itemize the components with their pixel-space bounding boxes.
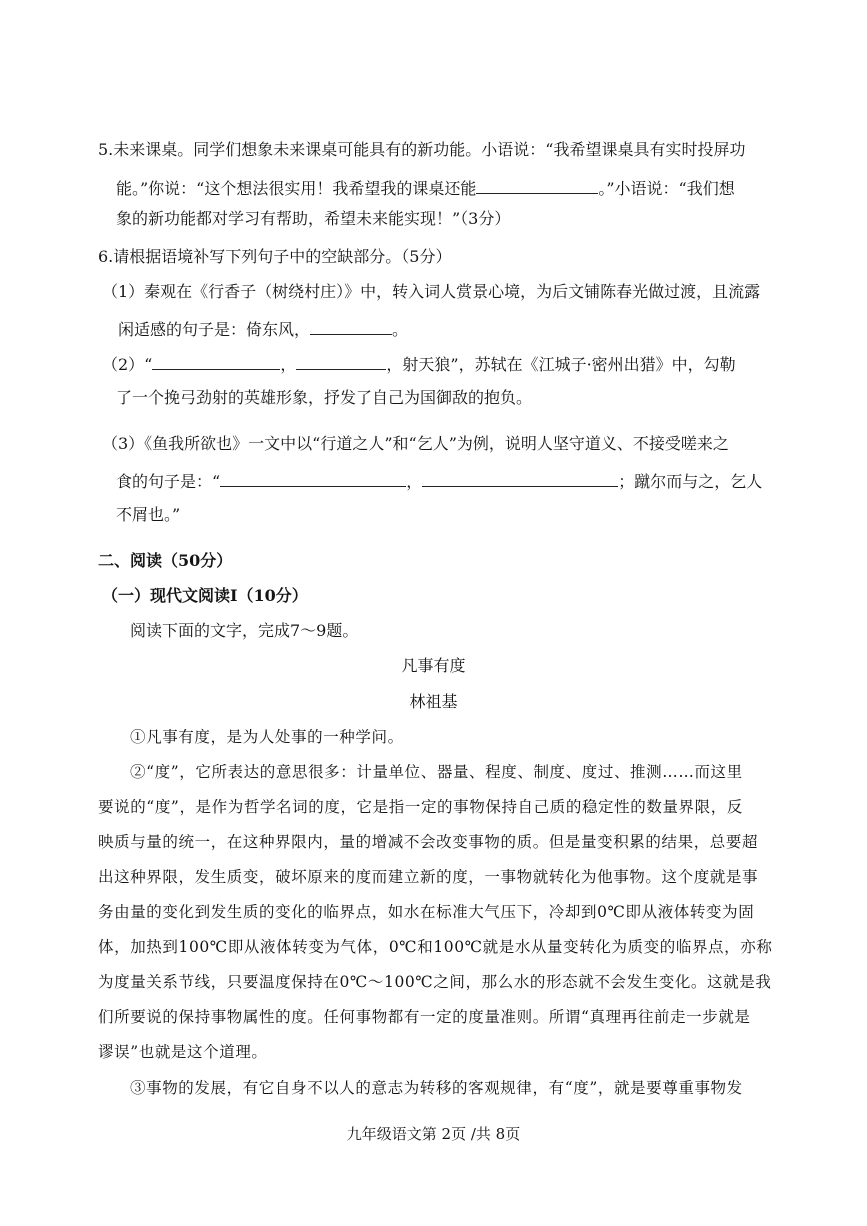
q6-p1-text-b: 。 bbox=[392, 320, 409, 339]
q5-text-a: 能。”你说：“这个想法很实用！我希望我的课桌还能 bbox=[116, 179, 477, 198]
q6-p1-blank[interactable] bbox=[310, 318, 392, 335]
page-footer: 九年级语文第 2页 /共 8页 bbox=[346, 1125, 521, 1143]
q6-p2-line-2: 了一个挽弓劲射的英雄形象，抒发了自己为国御敌的抱负。 bbox=[116, 388, 533, 407]
q6-p2-blank-1[interactable] bbox=[152, 353, 280, 370]
q6-p3-line-1: （3）《鱼我所欲也》一文中以“行道之人”和“乞人”为例，说明人坚守道义、不接受嗟来之 bbox=[102, 434, 729, 453]
q6-heading: 6.请根据语境补写下列句子中的空缺部分。（5分） bbox=[98, 247, 452, 266]
article-para2-line: 为度量关系节线，只要温度保持在0℃～100℃之间，那么水的形态就不会发生变化。这就是我 bbox=[98, 973, 772, 991]
q5-text-b: 。”小语说：“我们想 bbox=[598, 179, 735, 198]
q6-p3-blank-1[interactable] bbox=[220, 470, 406, 487]
q6-p1-line-2 bbox=[118, 318, 408, 340]
q6-p3-text-a: 食的句子是：“ bbox=[116, 472, 221, 491]
article-para2-line: 出这种界限，发生质变，破坏原来的度而建立新的度，一事物就转化为他事物。这个度就是事 bbox=[98, 868, 759, 886]
article-para2-line: ②“度”，它所表达的意思很多：计量单位、器量、程度、制度、度过、推测……而这里 bbox=[130, 763, 743, 781]
article-para2-line: 映质与量的统一，在这种界限内，量的增减不会改变事物的质。但是量变积累的结果，总要超 bbox=[98, 833, 759, 851]
section-heading: 二、阅读（50分） bbox=[98, 551, 233, 570]
q6-p3-line-2 bbox=[116, 470, 762, 492]
q6-p3-blank-2[interactable] bbox=[422, 470, 618, 487]
q5-line-3: 象的新功能都对学习有帮助，希望未来能实现！”（3分） bbox=[116, 209, 511, 228]
article-author: 林祖基 bbox=[409, 692, 458, 711]
q6-p2-blank-2[interactable] bbox=[296, 353, 386, 370]
q6-p1-line-1: （1）秦观在《行香子（树绕村庄）》中，转入词人赏景心境，为后文铺陈春光做过渡，且流露 bbox=[102, 282, 761, 301]
article-para2-line: 务由量的变化到发生质的变化的临界点，如水在标准大气压下，冷却到0℃即从液体转变为固 bbox=[98, 903, 755, 921]
q6-p1-text-a: 闲适感的句子是：倚东风， bbox=[118, 320, 311, 339]
q6-p3-line-3: 不屑也。” bbox=[116, 505, 181, 524]
article-title: 凡事有度 bbox=[401, 656, 466, 675]
article-para2-line: 谬误”也就是这个道理。 bbox=[98, 1043, 268, 1061]
article-para2-line: 体，加热到100℃即从液体转变为气体，0℃和100℃就是水从量变转化为质变的临界点，亦称 bbox=[98, 938, 773, 956]
q6-p2-text-c: ，射天狼”，苏轼在《江城子·密州出猎》中，勾勒 bbox=[386, 355, 736, 374]
q5-answer-blank[interactable] bbox=[476, 177, 598, 194]
q5-line-1: 5.未来课桌。同学们想象未来课桌可能具有的新功能。小语说：“我希望课桌具有实时投屏功 bbox=[98, 140, 746, 159]
reading-instruction: 阅读下面的文字，完成7～9题。 bbox=[130, 621, 359, 640]
q6-p2-text-a: （2）“ bbox=[102, 355, 153, 374]
q6-p2-text-b: ， bbox=[280, 355, 297, 374]
article-para2-line: 要说的“度”，是作为哲学名词的度，它是指一定的事物保持自己质的稳定性的数量界限，反 bbox=[98, 798, 743, 816]
q6-p3-text-c: ；蹴尔而与之，乞人 bbox=[618, 472, 763, 491]
q5-line-2 bbox=[116, 177, 735, 199]
q6-p3-text-b: ， bbox=[406, 472, 423, 491]
q6-p2-line-1 bbox=[102, 353, 736, 375]
article-paragraph-3: ③事物的发展，有它自身不以人的意志为转移的客观规律，有“度”，就是要尊重事物发 bbox=[130, 1079, 743, 1097]
subsection-heading: （一）现代文阅读Ⅰ（10分） bbox=[102, 586, 308, 605]
article-paragraph-1: ①凡事有度，是为人处事的一种学问。 bbox=[130, 728, 404, 746]
article-para2-line: 们所要说的保持事物属性的度。任何事物都有一定的度量准则。所谓“真理再往前走一步就是 bbox=[98, 1008, 751, 1026]
